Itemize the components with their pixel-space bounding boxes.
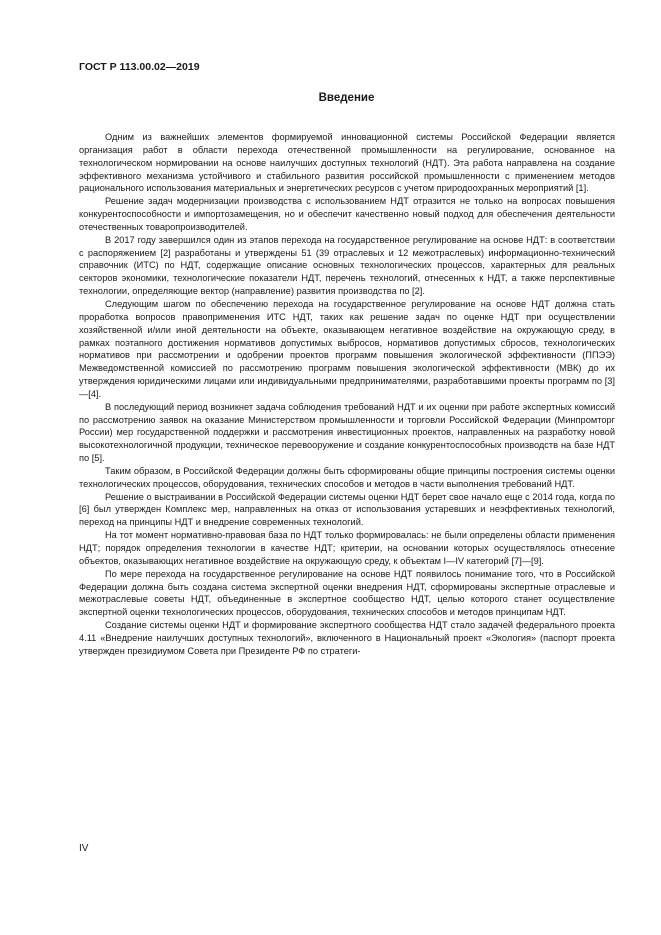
page-number: IV bbox=[79, 843, 89, 854]
paragraph: Таким образом, в Российской Федерации должны быть сформированы общие принципы построения системы оценки технологических процессов, оборудования, технических способов и методов в части выполнения требований НДТ. bbox=[79, 465, 615, 489]
paragraph: По мере перехода на государственное регулирование на основе НДТ появилось понимание того, что в Российской Федерации должна быть создана система экспертной оценки внедрения НДТ, сформированы экспертные отраслевые и межотраслевые советы НДТ, объединенные в экспертное сообщество НДТ, целью которого станет осуществление экспертной оценки технологических процессов, оборудования, технических способов и методов принципам НДТ. bbox=[79, 568, 615, 618]
paragraph: Решение о выстраивании в Российской Федерации системы оценки НДТ берет свое начало еще с 2014 года, когда по [6] был утвержден Комплекс мер, направленных на отказ от использования устаревших и неэффективных технологий, переход на принципы НДТ и внедрение современных технологий. bbox=[79, 491, 615, 528]
section-title: Введение bbox=[318, 92, 375, 104]
paragraph: В последующий период возникнет задача соблюдения требований НДТ и их оценки при работе экспертных комиссий по рассмотрению заявок на оказание Министерством промышленности и торговли Российской Федерации (Минпромторг России) мер государственной поддержки и рассмотрения инвестиционных проектов, направленных на разработку новой высокотехнологичной продукции, техническое перевооружение и создание конкурентоспособных производств на базе НДТ по [5]. bbox=[79, 401, 615, 464]
paragraph: Следующим шагом по обеспечению перехода на государственное регулирование на основе НДТ должна стать проработка вопросов правоприменения ИТС НДТ, таких как решение задач по оценке НДТ при осуществлении хозяйственной и/или иной деятельности на объекте, оказывающем негативное воздействие на окружающую среду, в рамках поэтапного достижения нормативов допустимых выбросов, нормативов допустимых сбросов, технологических нормативов при рассмотрении и одобрении проектов программ повышения экологической эффективности (ППЭЭ) Межведомственной комиссией по рассмотрению программ повышения экологической эффективности (МВК) до их утверждения юридическими лицами или индивидуальными предпринимателями, разработавшими проекты программ по [3]—[4]. bbox=[79, 298, 615, 399]
paragraph: Решение задач модернизации производства с использованием НДТ отразится не только на вопросах повышения конкурентоспособности и импортозамещения, но и обеспечит качественно новый подход для обеспечения деятельности отечественных товаропроизводителей. bbox=[79, 196, 615, 232]
paragraph: Создание системы оценки НДТ и формирование экспертного сообщества НДТ стало задачей федерального проекта 4.11 «Внедрение наилучших доступных технологий», включенного в Национальный проект «Экология» (паспорт проекта утвержден президиумом Совета при Президенте РФ по стратеги- bbox=[79, 620, 615, 656]
document-header: ГОСТ Р 113.00.02—2019 bbox=[79, 61, 200, 73]
paragraph: Одним из важнейших элементов формируемой инновационной системы Российской Федерации является организация работ в области перехода отечественной промышленности на регулирование, основанное на технологическом нормировании на основе наилучших доступных технологий (НДТ). Эта работа направлена на создание эффективного механизма устойчивого и стабильного развития российской промышленности с применением методов рационального использования материальных и энергетических ресурсов с учетом природоохранных мероприятий [1]. bbox=[79, 132, 615, 194]
body-text bbox=[79, 131, 615, 658]
paragraph: В 2017 году завершился один из этапов перехода на государственное регулирование на основе НДТ: в соответствии с распоряжением [2] разработаны и утверждены 51 (39 отраслевых и 12 межотраслевых) информационно-технический справочник (ИТС) по НДТ, содержащие описание основных технологических процессов, характерных для реальных секторов экономики, технологические показатели НДТ, перечень технологий, отнесенных к НДТ, а также перспективные технологии, определяющие вектор (направление) развития производства по [2]. bbox=[79, 234, 615, 297]
paragraph: На тот момент нормативно-правовая база по НДТ только формировалась: не были определены области применения НДТ; порядок определения технологии в качестве НДТ; критерии, на основании которых осуществлялось отнесение объектов, оказывающих негативное воздействие на окружающую среду, к объектам I—IV категорий [7]—[9]. bbox=[79, 530, 615, 566]
